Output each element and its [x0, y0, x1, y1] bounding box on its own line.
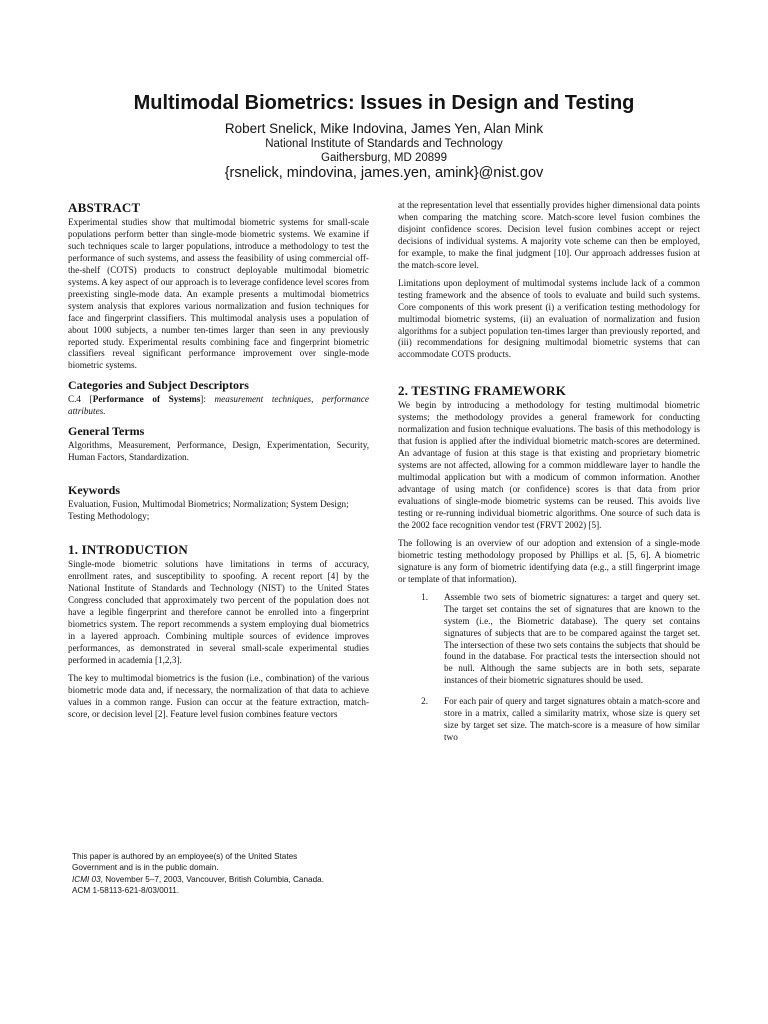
categories-italic: measurement techniques, performance attributes. [68, 394, 369, 417]
keywords-heading: Keywords [68, 483, 120, 498]
step-text: For each pair of query and target signatures obtain a match-score and store in a matrix, called a similarity matrix, whose size is query set size by target set size. The match-score is a measure of how similar two [444, 696, 700, 743]
copyright-footnote [72, 851, 372, 897]
author-emails: {rsnelick, mindovina, james.yen, amink}@nist.gov [224, 165, 544, 181]
introduction-paragraph-1: Single-mode biometric solutions have limitations in terms of accuracy, enrollment rates, and susceptibility to spoofing. A recent report [4] by the National Institute of Standards and Technology (NIST) to the United States Congress concluded that approximately two percent of the population does not have a legible fingerprint and therefore cannot be enrolled into a fingerprint biometrics system. The report recommends a system employing dual biometrics in a layered approach. Combining multiple sources of evidence improves performances, as demonstrated in several small-scale experimental studies performed in academia [1,2,3]. [68, 559, 369, 665]
categories-bold: Performance of Systems [92, 394, 201, 405]
introduction-continued: at the representation level that essentially provides higher dimensional data points when comparing the matching score. Match-score level fusion combines the disjoint confidence scores. Decision level fusion combines accept or reject decisions of individual systems. A majority vote scheme can then be employed, for example, to make the final judgment [10]. Our approach addresses fusion at the match-score level. [398, 200, 700, 270]
footnote-line-1: This paper is authored by an employee(s) of the United States [72, 852, 298, 861]
footnote-line-2: Government and is in the public domain. [72, 863, 219, 873]
abstract-text: Experimental studies show that multimodal biometric systems for small-scale populations perform better than single-mode biometric systems. We examine if such techniques scale to larger populations, introduce a methodology to test the performance of such systems, and assess the feasibility of using commercial off-the-shelf (COTS) products to construct deployable multimodal biometric systems. A key aspect of our approach is to leverage confidence level scores from preexisting single-mode data. An example presents a multimodal biometrics system analysis that explores various normalization and fusion techniques for face and fingerprint classifiers. This multimodal analysis uses a population of about 1000 subjects, a number ten-times larger than seen in any previously reported study. Experimental results combining face and fingerprint biometric classifiers reveal significant performance improvement over single-mode biometric systems. [68, 217, 369, 371]
categories-mid: ]: [200, 394, 215, 405]
methodology-steps [398, 592, 700, 744]
list-item [398, 696, 700, 744]
categories-code: C.4 [ [68, 394, 93, 405]
testing-paragraph-1: We begin by introducing a methodology for testing multimodal biometric systems; the methodology provides a general framework for conducting normalization and fusion technique evaluations. The basis of this methodology is that fusion is applied after the individual biometric match-scores are determined. An advantage of fusion at this stage is that existing and proprietary biometric systems are not affected, allowing for a common middleware layer to handle the multimodal application but with a modicum of common information. Another advantage of using match (or confidence) scores is that data from prior evaluations of single-mode biometric systems can be reused. This avoids live testing or re-running individual biometric algorithms. One source of such data is the 2002 face recognition vendor test (FRVT 2002) [5]. [398, 400, 700, 530]
keywords-text: Evaluation, Fusion, Multimodal Biometrics; Normalization; System Design; Testing Methodology; [68, 499, 349, 522]
step-text: Assemble two sets of biometric signatures: a target and query set. The target set contains the set of signatures that are known to the system (i.e., the Biometric database). The query set contains signatures of subjects that are to be compared against the target set. The intersection of these two sets contains the subjects that should be found in the database. For practical tests the intersection should not be null. Although the same subjects are in both sets, separate instances of their biometric signatures should be used. [444, 591, 700, 686]
general-terms-heading: General Terms [68, 424, 145, 439]
footnote-venue-name: ICMI 03 [72, 874, 101, 884]
footnote-venue-details: , November 5–7, 2003, Vancouver, British Columbia, Canada. [100, 874, 324, 884]
affiliation: National Institute of Standards and Technology [265, 138, 503, 150]
limitations-paragraph: Limitations upon deployment of multimodal systems include lack of a common testing framework and the absence of tools to evaluate and build such systems. Core components of this work present (i) a verification testing methodology for multimodal biometric systems, (ii) an evaluation of normalization and fusion algorithms for a subject population ten-times larger than previously reported, and (iii) recommendations for designing multimodal biometric systems that can accommodate COTS products. [398, 277, 700, 360]
right-column [398, 200, 700, 753]
general-terms-text: Algorithms, Measurement, Performance, Design, Experimentation, Security, Human Factors, Standardization. [68, 440, 369, 463]
step-number: 2. [421, 696, 428, 707]
left-column [68, 196, 369, 727]
footnote-acm: ACM 1-58113-621-8/03/0011. [72, 886, 180, 896]
paper-title: Multimodal Biometrics: Issues in Design and Testing [133, 92, 635, 114]
introduction-heading: 1. INTRODUCTION [68, 542, 189, 558]
testing-framework-heading: 2. TESTING FRAMEWORK [398, 383, 567, 399]
abstract-heading: ABSTRACT [68, 200, 141, 215]
step-number: 1. [421, 591, 428, 602]
testing-paragraph-2: The following is an overview of our adoption and extension of a single-mode biometric testing methodology proposed by Phillips et al. [5, 6]. A biometric signature is any form of biometric identifying data (e.g., a still fingerprint image or template of that information). [398, 537, 700, 584]
introduction-paragraph-2: The key to multimodal biometrics is the fusion (i.e., combination) of the various biometric mode data and, if necessary, the normalization of that data to achieve values in a common range. Fusion can occur at the feature extraction, match-score, or decision level [2]. Feature level fusion combines feature vectors [68, 672, 369, 719]
list-item [398, 592, 700, 688]
location: Gaithersburg, MD 20899 [321, 152, 447, 164]
footnote-venue [72, 874, 372, 885]
author-list: Robert Snelick, Mike Indovina, James Yen, Alan Mink [224, 121, 544, 136]
categories-heading: Categories and Subject Descriptors [68, 378, 249, 393]
categories-text [68, 394, 369, 418]
